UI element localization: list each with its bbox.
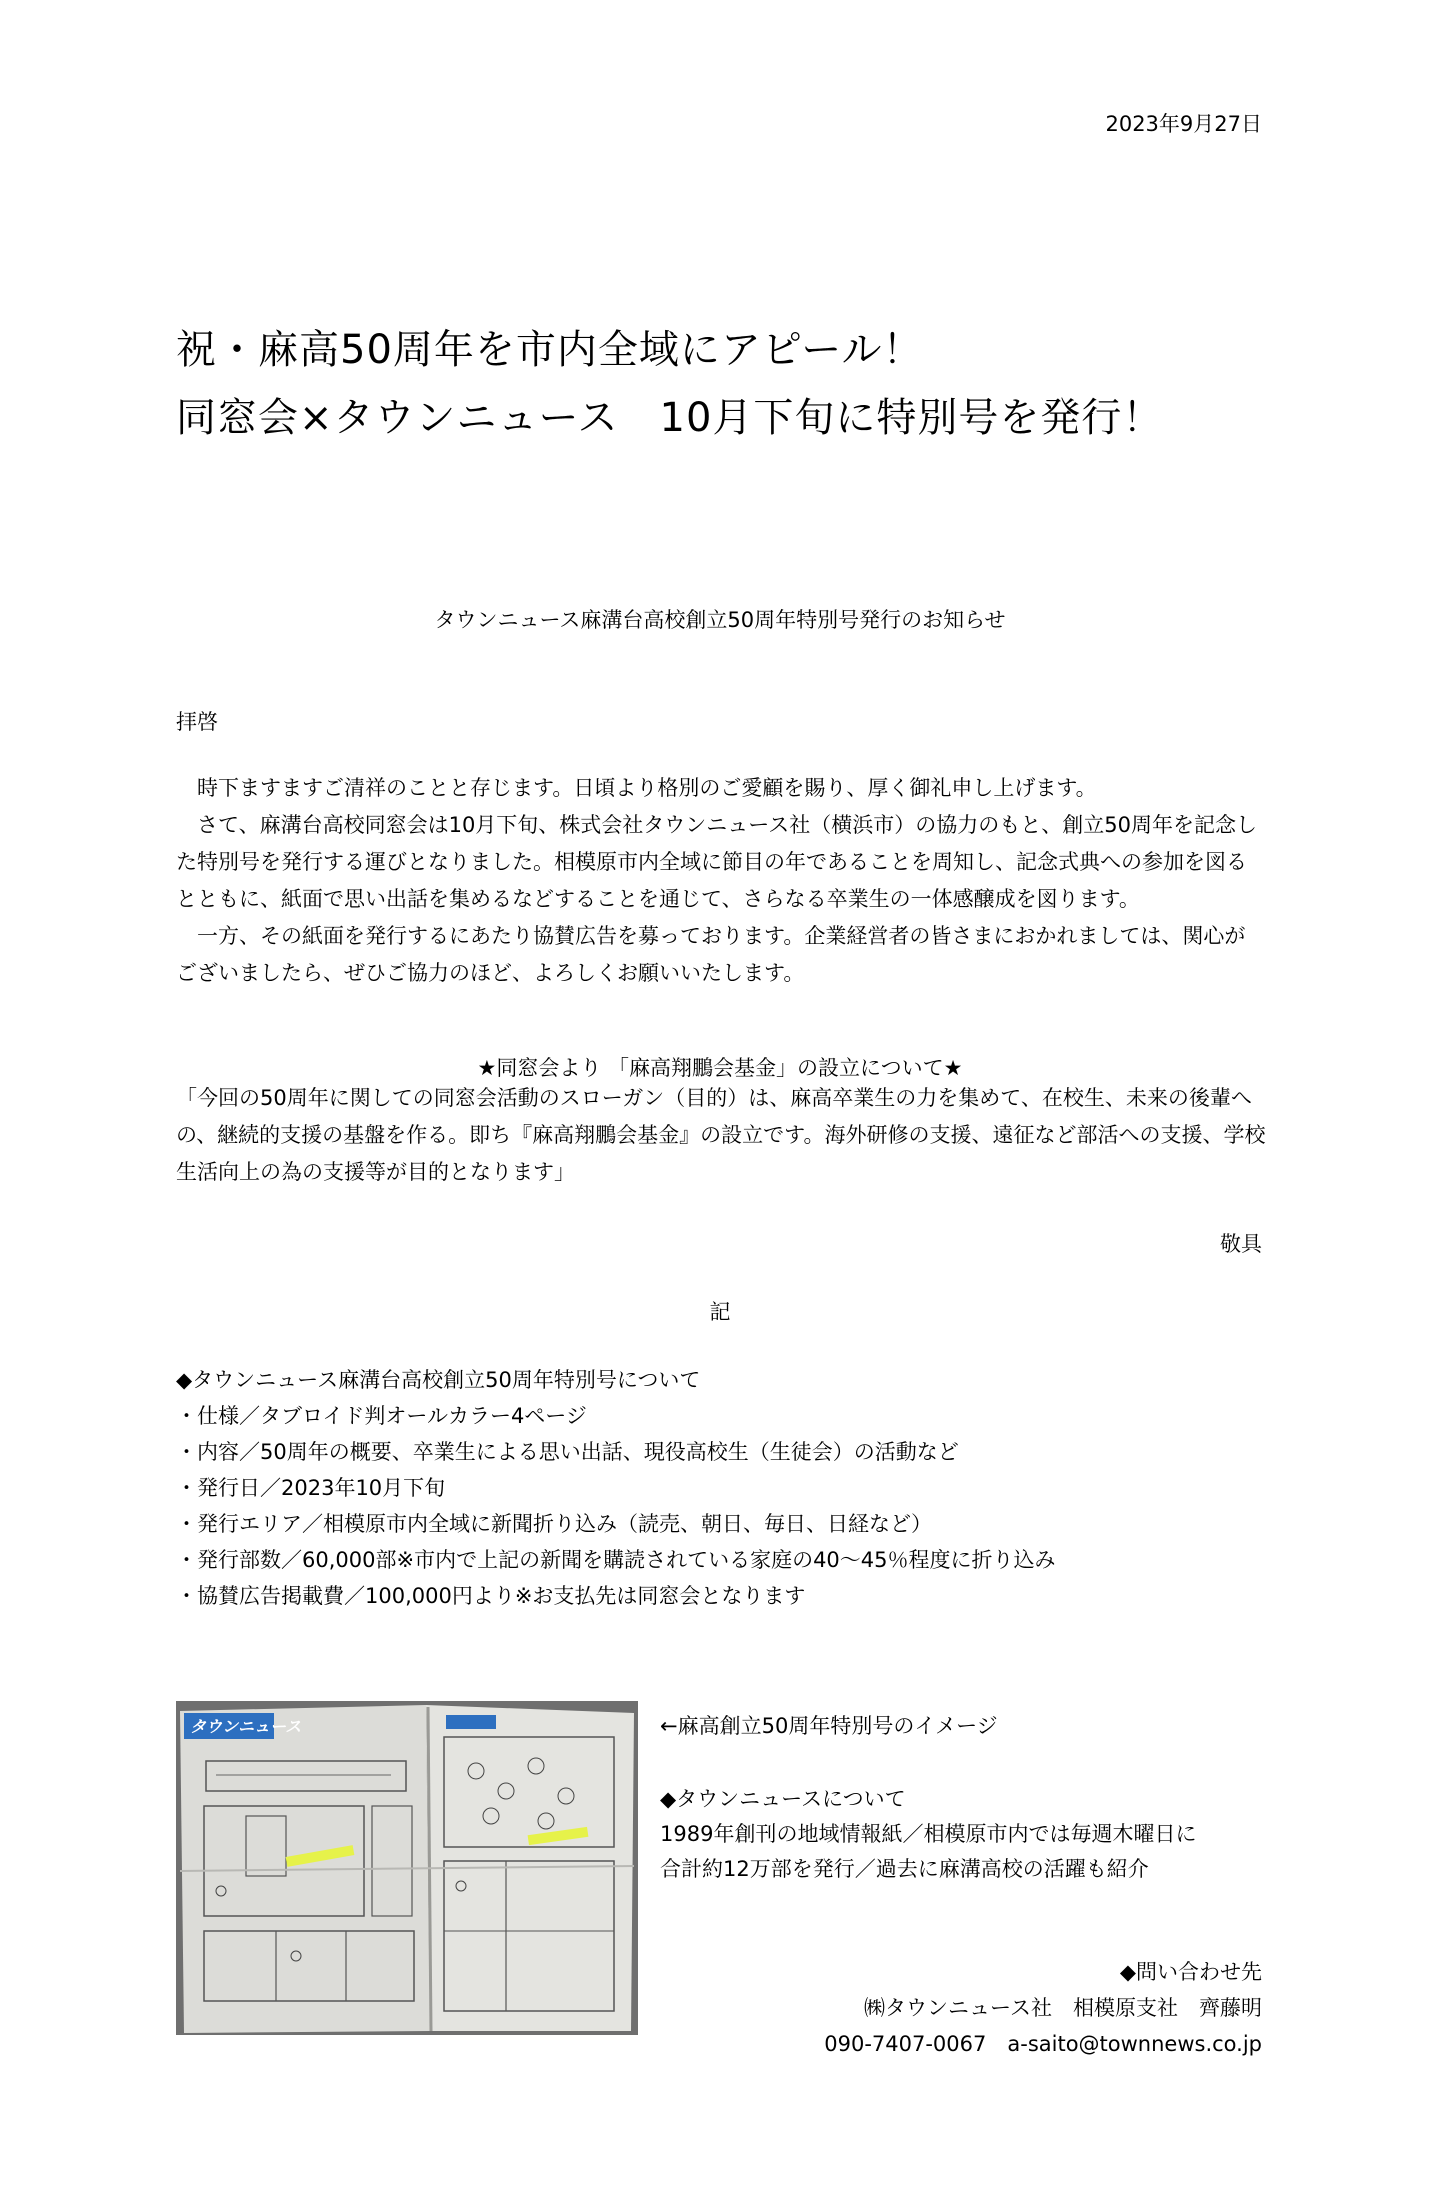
list-item: ・協賛広告掲載費／100,000円より※お支払先は同窓会となります xyxy=(176,1584,806,1608)
about-line: 1989年創刊の地域情報紙／相模原市内では毎週木曜日に xyxy=(660,1822,1197,1846)
document-date: 2023年9月27日 xyxy=(1105,112,1262,136)
body-paragraphs xyxy=(176,770,1266,992)
photo-logo-text: タウンニュース xyxy=(190,1717,302,1736)
contact-company: ㈱タウンニュース社 相模原支社 齊藤明 xyxy=(864,1996,1262,2020)
title-line-1: 祝・麻高50周年を市内全域にアピール！ xyxy=(176,327,924,373)
about-line: 合計約12万部を発行／過去に麻溝高校の活躍も紹介 xyxy=(660,1857,1149,1881)
paragraph: 一方、その紙面を発行するにあたり協賛広告を募っております。企業経営者の皆さまにおかれましては、関心がございましたら、ぜひご協力のほど、よろしくお願いいたします。 xyxy=(176,924,1246,985)
details-list xyxy=(176,1362,1056,1614)
list-item: ・発行エリア／相模原市内全域に新聞折り込み（読売、朝日、毎日、日経など） xyxy=(176,1512,932,1536)
page-title xyxy=(176,316,1163,452)
title-line-2: 同窓会×タウンニュース 10月下旬に特別号を発行！ xyxy=(176,395,1164,441)
contact-phone-email[interactable]: 090-7407-0067 a-saito@townnews.co.jp xyxy=(824,2032,1262,2056)
list-item: ・内容／50周年の概要、卒業生による思い出話、現役高校生（生徒会）の活動など xyxy=(176,1440,959,1464)
details-heading: ◆タウンニュース麻溝台高校創立50周年特別号について xyxy=(176,1368,701,1392)
closing-word: 敬具 xyxy=(1220,1232,1262,1256)
greeting: 拝啓 xyxy=(176,710,218,734)
fund-text: 「今回の50周年に関しての同窓会活動のスローガン（目的）は、麻高卒業生の力を集めて、在校生、未来の後輩への、継続的支援の基盤を作る。即ち『麻高翔鵬会基金』の設立です。海外研修の支援、遠征など部活への支援、学校生活向上の為の支援等が目的となります」 xyxy=(176,1086,1266,1184)
special-issue-image xyxy=(176,1701,638,2035)
paragraph: 時下ますますご清祥のことと存じます。日頃より格別のご愛顧を賜り、厚く御礼申し上げます。 xyxy=(176,776,1097,800)
image-caption: ←麻高創立50周年特別号のイメージ xyxy=(660,1714,998,1738)
announcement-subtitle: タウンニュース麻溝台高校創立50周年特別号発行のお知らせ xyxy=(434,608,1006,632)
about-heading: ◆タウンニュースについて xyxy=(660,1787,906,1811)
list-item: ・発行部数／60,000部※市内で上記の新聞を購読されている家庭の40～45％程度に折り込み xyxy=(176,1548,1056,1572)
list-item: ・発行日／2023年10月下旬 xyxy=(176,1476,446,1500)
fund-heading: ★同窓会より 「麻高翔鵬会基金」の設立について★ xyxy=(477,1056,963,1080)
contact-block xyxy=(824,1954,1262,2062)
list-item: ・仕様／タブロイド判オールカラー4ページ xyxy=(176,1404,587,1428)
ki-heading: 記 xyxy=(709,1300,731,1324)
paragraph: さて、麻溝台高校同窓会は10月下旬、株式会社タウンニュース社（横浜市）の協力のもと、創立50周年を記念した特別号を発行する運びとなりました。相模原市内全域に節目の年であることを周知し、記念式典への参加を図るとともに、紙面で思い出話を集めるなどすることを通じて、さらなる卒業生の一体感醸成を図ります。 xyxy=(176,813,1257,911)
about-townnews xyxy=(660,1782,1196,1887)
contact-heading: ◆問い合わせ先 xyxy=(1119,1960,1262,1984)
